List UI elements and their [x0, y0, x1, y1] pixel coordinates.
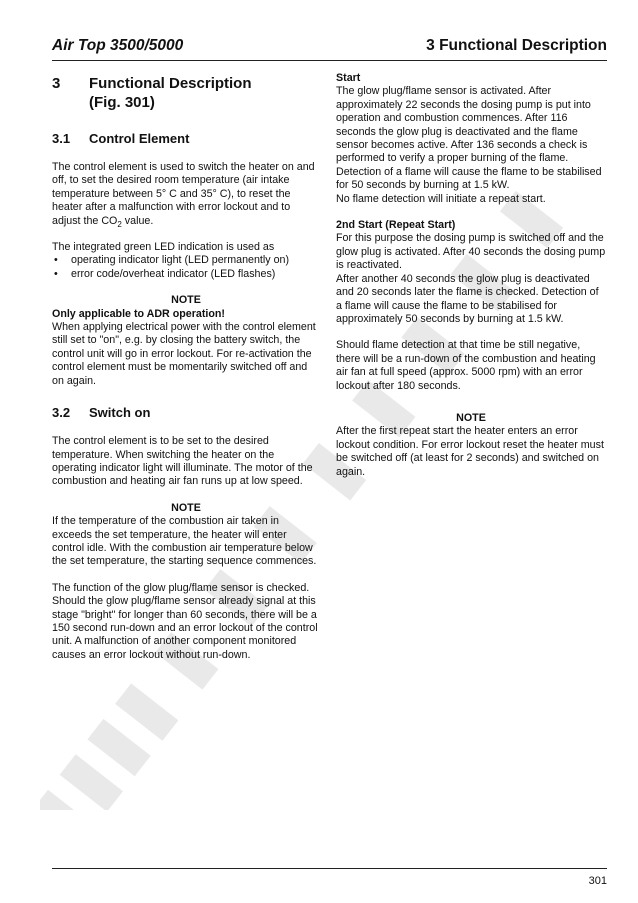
section-3-1-number: 3.1	[52, 131, 71, 146]
start-heading: Start	[336, 72, 361, 84]
chapter-number: 3	[52, 75, 61, 92]
second-start-paragraph-2: After another 40 seconds the glow plug is deactivated and 20 seconds later the flame is checked. Detection of a flame will cause the flame to be stabilised for approximately 50 seconds by burning at 1.5 kW.	[336, 272, 599, 325]
note-adr-text: When applying electrical power with the control element still set to "on", e.g. by closing the battery switch, the control unit will go in error lockout. For re-activation the control element must be momentarily switched off and on again.	[52, 321, 316, 387]
note-heading: NOTE	[456, 411, 486, 424]
section-3-1-heading	[52, 131, 320, 147]
note-heading: NOTE	[171, 501, 201, 514]
second-start-heading: 2nd Start (Repeat Start)	[336, 219, 456, 232]
page-number: 301	[588, 875, 607, 887]
control-element-paragraph: The control element is used to switch the heater on and off, to set the desired room temperature (air intake temperature between 5° C and 35° C), to reset the heater after a malfunction with error lockout and to adjust the $CO_2$ value.	[52, 161, 315, 229]
second-start-paragraph: For this purpose the dosing pump is switched off and the glow plug is activated. After 40 seconds the dosing pump is reactivated.	[336, 232, 606, 272]
list-item: • operating indicator light (LED permanently on)	[52, 254, 320, 267]
page-footer	[52, 868, 607, 887]
section-3-2-heading	[52, 405, 320, 421]
list-item: • error code/overheat indicator (LED flashes)	[52, 268, 320, 281]
start-paragraph: The glow plug/flame sensor is activated. After approximately 22 seconds the dosing pump is put into operation and combustion commences. After 116 seconds the glow plug is deactivated and the flame sensor becomes active. After 136 seconds a check is performed to verify a proper burning of the flame. Detection of a flame will cause the flame to be stabilised for 50 seconds by burning at 1.5 kW.	[336, 85, 602, 192]
note-adr-heading: Only applicable to ADR operation!	[52, 307, 225, 320]
rundown-paragraph: Should flame detection at that time be still negative, there will be a run-down of the combustion and heating air fan at full speed (approx. 5000 rpm) with an error lockout after 180 seconds.	[336, 339, 596, 392]
led-bullet-list	[52, 254, 320, 281]
led-intro-paragraph: The integrated green LED indication is used as	[52, 241, 275, 254]
chapter-title-line2: (Fig. 301)	[89, 94, 155, 111]
section-3-2-title: Switch on	[89, 405, 151, 421]
right-column	[336, 72, 606, 479]
left-column	[52, 72, 320, 662]
note-temperature-text: If the temperature of the combustion air taken in exceeds the set temperature, the heater will enter control idle. With the combustion air temperature below the set temperature, the starting sequence commences.	[52, 515, 317, 568]
note-heading: NOTE	[171, 294, 201, 307]
header-product-title: Air Top 3500/5000	[52, 37, 184, 54]
chapter-heading	[52, 74, 320, 112]
start-repeat-sentence: No flame detection will initiate a repeat start.	[336, 192, 546, 205]
switch-on-paragraph: The control element is to be set to the desired temperature. When switching the heater on the operating indicator light will illuminate. The motor of the combustion and heating air fan runs up at low speed.	[52, 435, 313, 488]
page-header	[52, 34, 607, 61]
chapter-title-line1: Functional Description	[89, 75, 252, 92]
header-chapter-title: 3 Functional Description	[426, 37, 607, 54]
section-3-1-title: Control Element	[89, 131, 190, 146]
glow-plug-check-paragraph: The function of the glow plug/flame sensor is checked. Should the glow plug/flame sensor already signal at this stage "bright" for longer than 60 seconds, there will be a 150 second run-down and an error lockout of the control unit. A malfunction of another component monitored causes an error lockout without run-down.	[52, 581, 318, 661]
note-lockout-text: After the first repeat start the heater enters an error lockout condition. For error lockout reset the heater must be switched off (at least for 2 seconds) and switched on again.	[336, 425, 604, 478]
section-3-2-number: 3.2	[52, 405, 71, 421]
